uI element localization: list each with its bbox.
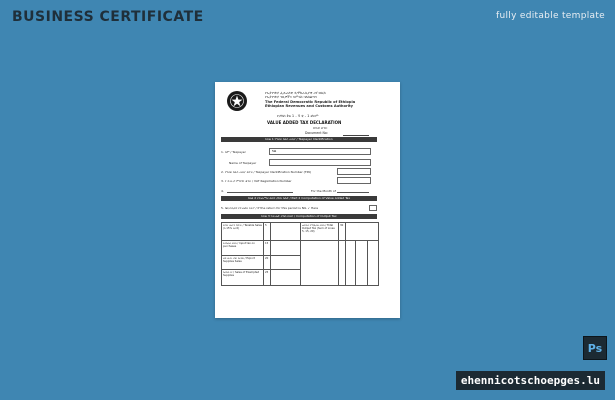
photoshop-icon: Ps (583, 336, 607, 360)
right-empty-1 (301, 241, 339, 285)
brand-watermark: ehennicotschoepges.lu (456, 371, 605, 390)
name-label: 1. ስም / Taxpayer (221, 150, 246, 154)
document-header (265, 91, 355, 109)
tin-label: 2. የግብር ከፋይ መለያ ቁጥር / Taxpayer Identification Number (TIN) (221, 170, 311, 174)
right-code: 30 (339, 223, 346, 241)
row-value-2[interactable] (271, 241, 301, 256)
page-subtitle: fully editable template (496, 11, 605, 21)
row-code-1: 5 (264, 223, 271, 241)
english-line-2: Ethiopian Revenues and Customs Authority (265, 104, 354, 109)
right-value[interactable] (346, 223, 378, 241)
form-title: VALUE ADDED TAX DECLARATION (267, 120, 342, 125)
row-value-3[interactable] (271, 256, 301, 270)
amharic-doc-number-label: የሰነድ ቁጥር (313, 126, 328, 130)
row-code-3: 20 (264, 256, 271, 270)
doc-number-label: Document No: (305, 131, 328, 135)
amharic-line-2: የኢትዮጵያ ገቢዎችና ጉምሩክ ባለስልጣን (265, 95, 317, 100)
period-field[interactable] (227, 192, 293, 193)
right-empty-4 (356, 241, 368, 285)
tin-field[interactable] (337, 168, 371, 175)
row-value-4[interactable] (271, 270, 301, 285)
row-desc-1: የሀገር ውስጥ ሽያጭ / Taxable Sales (ከ 15% በታች) (222, 223, 264, 241)
name-of-taxpayer-label: Name of Taxpayer (229, 161, 257, 165)
row-desc-3: ወደ ውጭ ሀገር የተላከ / Export Supplies Sales (222, 256, 264, 270)
vat-reg-label: 3. የ ተ.እ.ታ ምዝገባ ቁጥር / VAT Registration Number (221, 179, 292, 183)
page-title: BUSINESS CERTIFICATE (12, 9, 204, 25)
ethiopia-emblem-icon (227, 91, 247, 111)
taxpayer-name-value: 5Ω (272, 149, 277, 153)
right-empty-3 (346, 241, 356, 285)
right-empty-5 (368, 241, 378, 285)
section-1-header: ክፍል 1 የግብር ከፋይ መለያ / Taxpayer Identification (221, 137, 377, 142)
taxpayer-name-field-2[interactable] (269, 159, 371, 166)
nil-return-label: 5. ከዚህ በፊት የተመለሰ ነው? / If the return for this period is NIL ✓ Here (221, 206, 319, 210)
vat-reg-field[interactable] (337, 177, 371, 184)
form-reference: የታክስ ቅፅ 1 - ቫ ቲ - 1 ፎርም (277, 114, 319, 118)
section-2-header: ክፍል 2 የተጨማሪ እሴት ታክስ ስሌት / Part 2 Computation of Value Added Tax (221, 196, 377, 201)
taxpayer-name-field[interactable] (269, 148, 371, 155)
certificate-document (215, 82, 400, 318)
section-3-header: ክፍል 3 የውጤት ታክስ ስሌት / Computation of Output Tax (221, 214, 377, 219)
nil-return-checkbox[interactable] (369, 205, 377, 211)
english-line-1: The Federal Democratic Republic of Ethiopia (265, 99, 356, 104)
row-value-1[interactable] (271, 223, 301, 241)
row-desc-4: ከታክስ ነፃ / Sales of Exempted Supplies (222, 270, 264, 285)
month-field[interactable] (337, 192, 369, 193)
row-code-4: 25 (264, 270, 271, 285)
period-label: 4. (221, 189, 224, 193)
right-desc: ጠቅላላ የሚከፈል ታክስ / Total Output Tax (Sum of Lines 5, 15, 20) (301, 223, 339, 241)
output-tax-table (221, 222, 379, 286)
doc-number-field[interactable] (343, 135, 369, 136)
row-code-2: 15 (264, 241, 271, 256)
amharic-line-1: የኢትዮጵያ ፌዴራላዊ ዲሞክራሲያዊ ሪፐብሊክ (265, 91, 326, 95)
right-empty-2 (339, 241, 346, 285)
for-month-label: For the Month of (311, 189, 336, 193)
row-desc-2: የተከፈለ ታክስ / Input tax on purchases (222, 241, 264, 256)
